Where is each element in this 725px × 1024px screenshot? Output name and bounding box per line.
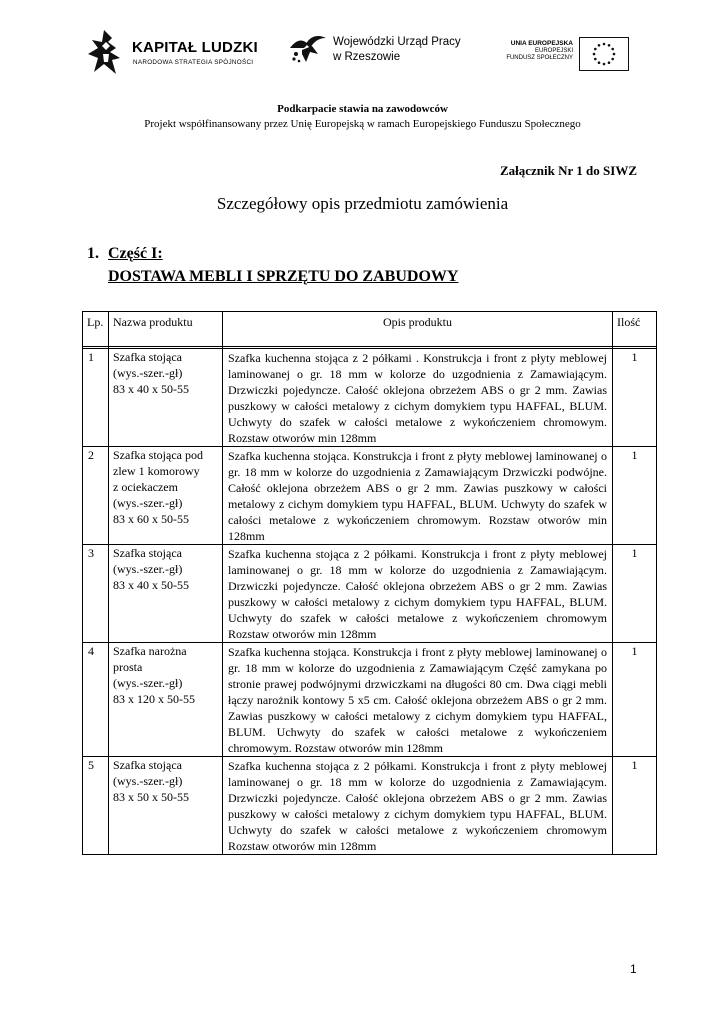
wup-name-line2: w Rzeszowie	[333, 51, 401, 63]
header-lp: Lp.	[83, 312, 109, 347]
product-name-line: Szafka stojąca	[113, 350, 182, 364]
cell-description: Szafka kuchenna stojąca. Konstrukcja i front z płyty meblowej laminowanej o gr. 18 mm w kolorze do uzgodnienia z Zamawiającym Część zamykana po stronie prawej podwójnymi drzwiczkami na długości 80 cm. Dwa ciągi mebli łączy narożnik kontowy 5 x5 cm. Całość oklejona obrzeżem ABS o gr 2 mm. Zawias puszkowy w całości metalowy z cichym domykiem typu HAFFAL, BLUM. Uchwyty do szafek w całości metalowe z wykończeniem chromowym. Rozstaw otworów min 128mm	[223, 643, 613, 757]
table-row	[83, 349, 657, 447]
product-name-line: (wys.-szer.-gł)	[113, 774, 183, 788]
cell-quantity: 1	[613, 545, 657, 643]
product-table	[82, 311, 657, 855]
cell-description: Szafka kuchenna stojąca z 2 półkami . Konstrukcja i front z płyty meblowej laminowanej o gr. 18 mm w kolorze do uzgodnienia z Zamawiającym. Drzwiczki pojedyncze. Całość oklejona obrzeżem ABS o gr 2 mm. Zawias puszkowy w całości metalowy z cichym domykiem typu HAFFAL, BLUM. Uchwyty do szafek w całości metalowe z wykończeniem chromowym. Rozstaw otworów min 128mm	[223, 349, 613, 447]
kapital-ludzki-logo	[86, 28, 266, 76]
cell-lp: 4	[83, 643, 109, 757]
cell-name	[109, 545, 223, 643]
cell-name	[109, 447, 223, 545]
product-name-line: Szafka stojąca	[113, 546, 182, 560]
section-part: Część I:	[108, 245, 163, 262]
header-name: Nazwa produktu	[109, 312, 223, 347]
product-name-line: Szafka stojąca pod	[113, 448, 203, 462]
product-name-line: Szafka stojąca	[113, 758, 182, 772]
eu-line2: EUROPEJSKI	[534, 47, 573, 54]
cell-name	[109, 643, 223, 757]
table-body	[83, 347, 657, 855]
cell-description: Szafka kuchenna stojąca. Konstrukcja i front z płyty meblowej laminowanej o gr. 18 mm w kolorze do uzgodnienia z Zamawiającym Drzwiczki podwójne. Całość oklejona obrzeżem ABS o gr 2 mm. Zawias puszkowy w całości metalowy z cichym domykiem typu HAFFAL, BLUM. Uchwyty do szafek w całości metalowe z wykończeniem chromowym. Rozstaw otworów min 128mm	[223, 447, 613, 545]
table-row	[83, 545, 657, 643]
annex-label: Załącznik Nr 1 do SIWZ	[499, 163, 637, 178]
product-name-line: 83 x 60 x 50-55	[113, 512, 189, 526]
product-name-line: (wys.-szer.-gł)	[113, 496, 183, 510]
table-header-row	[83, 312, 657, 347]
product-name-line: zlew 1 komorowy	[113, 464, 200, 478]
kapital-ludzki-subtitle: NARODOWA STRATEGIA SPÓJNOŚCI	[133, 59, 254, 66]
wup-logo	[288, 32, 461, 72]
table-row	[83, 643, 657, 757]
logo-bar	[0, 26, 725, 78]
product-name-line: prosta	[113, 660, 143, 674]
product-name-line: (wys.-szer.-gł)	[113, 562, 183, 576]
section-title: DOSTAWA MEBLI I SPRZĘTU DO ZABUDOWY	[108, 268, 459, 285]
header-desc: Opis produktu	[223, 312, 613, 347]
product-name-line: (wys.-szer.-gł)	[113, 676, 183, 690]
product-name-line: 83 x 120 x 50-55	[113, 692, 195, 706]
table-row	[83, 447, 657, 545]
eu-text	[506, 40, 573, 63]
cell-quantity: 1	[613, 447, 657, 545]
header-qty: Ilość	[613, 312, 657, 347]
cell-lp: 3	[83, 545, 109, 643]
cell-lp: 2	[83, 447, 109, 545]
cell-lp: 1	[83, 349, 109, 447]
product-name-line: 83 x 40 x 50-55	[113, 578, 189, 592]
cell-lp: 5	[83, 757, 109, 855]
table-row	[83, 757, 657, 855]
document-title: Szczegółowy opis przedmiotu zamówienia	[216, 194, 509, 213]
section-number: 1.	[87, 245, 99, 262]
eu-line1: UNIA EUROPEJSKA	[510, 40, 573, 47]
cell-name	[109, 349, 223, 447]
cell-quantity: 1	[613, 349, 657, 447]
eu-logo	[499, 37, 629, 71]
wup-bird-icon	[288, 32, 328, 66]
eu-line3: FUNDUSZ SPOŁECZNY	[506, 55, 573, 62]
kapital-ludzki-title: KAPITAŁ LUDZKI	[132, 39, 258, 56]
kapital-ludzki-icon	[86, 28, 128, 76]
product-name-line: 83 x 50 x 50-55	[113, 790, 189, 804]
cell-description: Szafka kuchenna stojąca z 2 półkami. Konstrukcja i front z płyty meblowej laminowanej o gr. 18 mm w kolorze do uzgodnienia z Zamawiającym. Drzwiczki pojedyncze. Całość oklejona obrzeżem ABS o gr 2 mm. Zawias puszkowy w całości metalowy z cichym domykiem typu HAFFAL, BLUM. Uchwyty do szafek w całości metalowe z wykończeniem chromowym Rozstaw otworów min 128mm	[223, 545, 613, 643]
page-number: 1	[630, 962, 637, 976]
cell-name	[109, 757, 223, 855]
product-name-line: (wys.-szer.-gł)	[113, 366, 183, 380]
product-name-line: Szafka narożna	[113, 644, 187, 658]
product-name-line: 83 x 40 x 50-55	[113, 382, 189, 396]
project-title: Podkarpacie stawia na zawodowców	[277, 103, 448, 115]
product-name-line: z ociekaczem	[113, 480, 178, 494]
eu-flag-icon	[579, 37, 629, 71]
project-subtitle: Projekt współfinansowany przez Unię Europejską w ramach Europejskiego Funduszu Społecznego	[144, 118, 581, 130]
cell-quantity: 1	[613, 757, 657, 855]
wup-name-line1: Wojewódzki Urząd Pracy	[333, 36, 461, 48]
cell-description: Szafka kuchenna stojąca z 2 półkami. Konstrukcja i front z płyty meblowej laminowanej o gr. 18 mm w kolorze do uzgodnienia z Zamawiającym. Drzwiczki pojedyncze. Całość oklejona obrzeżem ABS o gr 2 mm. Zawias puszkowy w całości metalowy z cichym domykiem typu HAFFAL, BLUM. Uchwyty do szafek w całości metalowe z wykończeniem chromowym Rozstaw otworów min 128mm	[223, 757, 613, 855]
cell-quantity: 1	[613, 643, 657, 757]
